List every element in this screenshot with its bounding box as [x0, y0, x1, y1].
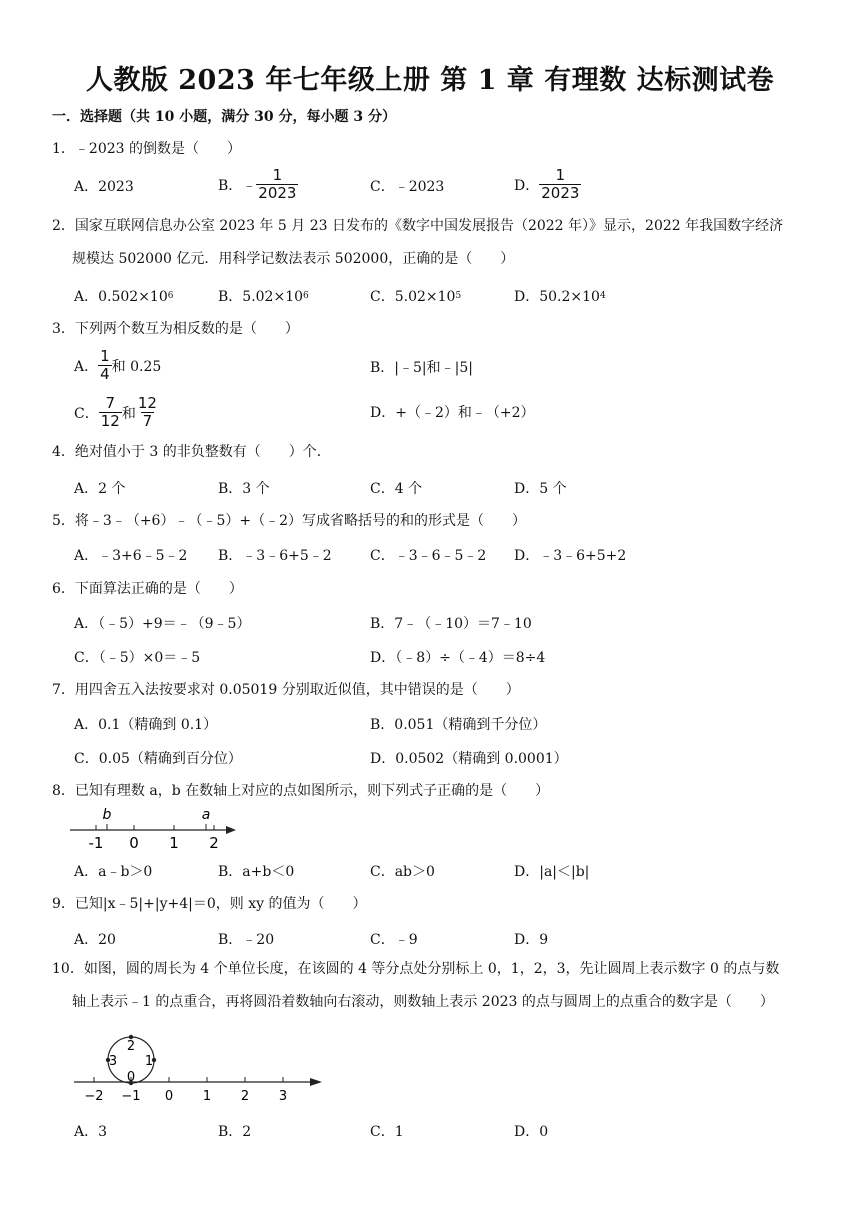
- q2-option-a: A．0.502×10 6: [74, 289, 174, 305]
- fraction: $\frac{1}{2023}$: [541, 166, 580, 202]
- fraction: $\frac{12}{7}$: [137, 394, 157, 430]
- tick-label: 0: [129, 834, 139, 852]
- q7-option-c: C．0.05（精确到百分位）: [74, 751, 242, 767]
- rolling-circle-figure-q10: [70, 1024, 330, 1104]
- q8-option-a: A．a﹣b＞0: [74, 864, 153, 880]
- tick-label: −2: [84, 1089, 104, 1104]
- q8-option-d: D．|a|＜|b|: [514, 864, 590, 880]
- fraction: $\frac{7}{12}$: [100, 394, 120, 430]
- q9-option-b: B．﹣20: [218, 932, 275, 948]
- question-7-stem: 7．用四舍五入法按要求对 0.05019 分别取近似值，其中错误的是（ ）: [52, 682, 520, 698]
- circle-label-0: 0: [126, 1070, 136, 1085]
- q7-option-d: D．0.0502（精确到 0.0001）: [370, 751, 568, 767]
- q4-option-d: D．5 个: [514, 481, 567, 497]
- q5-option-c: C．﹣3﹣6﹣5﹣2: [370, 548, 487, 564]
- page-title: 人教版 2023 年七年级上册 第 1 章 有理数 达标测试卷: [85, 65, 775, 96]
- tick-label: 2: [209, 834, 219, 852]
- q2-option-c: C．5.02×10 5: [370, 289, 462, 305]
- tick-label: −1: [121, 1089, 141, 1104]
- q1-option-b: B．﹣ $\frac{1}{2023}$: [218, 166, 297, 202]
- q5-option-b: B．﹣3﹣6+5﹣2: [218, 548, 332, 564]
- question-10-stem: 10．如图，圆的周长为 4 个单位长度，在该圆的 4 等分点处分别标上 0，1，2，3，先让圆周上表示数字 0 的点与数 轴上表示﹣1 的点重合，再将圆沿着数轴向右滚动，则数轴上表示 2023 的点与圆周上的点重合的数字是（ ）: [52, 961, 780, 1010]
- q8-option-b: B．a+b＜0: [218, 864, 295, 880]
- axis-arrow: [310, 1078, 322, 1086]
- question-9-stem: 9．已知|x﹣5|+|y+4|＝0，则 xy 的值为（ ）: [52, 896, 367, 912]
- q3-option-d: D．+（﹣2）和﹣（+2）: [370, 405, 535, 421]
- q4-option-c: C．4 个: [370, 481, 423, 497]
- q9-option-d: D．9: [514, 932, 549, 948]
- q1-option-d: D． $\frac{1}{2023}$: [514, 166, 580, 202]
- question-4-stem: 4．绝对值小于 3 的非负整数有（ ）个．: [52, 444, 331, 460]
- tick-label: 0: [164, 1089, 174, 1104]
- question-6-stem: 6．下面算法正确的是（ ）: [52, 581, 243, 597]
- number-line-figure-q8: [66, 802, 242, 852]
- q5-option-a: A．﹣3+6﹣5﹣2: [74, 548, 188, 564]
- q1-option-c: C．﹣2023: [370, 179, 445, 195]
- tick-label: 1: [169, 834, 179, 852]
- circle-label-1: 1: [144, 1054, 154, 1069]
- q10-option-b: B．2: [218, 1124, 252, 1140]
- section-heading: 一．选择题（共 10 小题，满分 30 分，每小题 3 分）: [52, 109, 396, 125]
- q8-option-c: C．ab＞0: [370, 864, 435, 880]
- q3-option-a: A． $\frac{1}{4}$ 和 0.25: [74, 347, 162, 383]
- q4-option-a: A．2 个: [74, 481, 126, 497]
- q6-option-c: C．（﹣5）×0＝﹣5: [74, 650, 201, 666]
- question-8-stem: 8．已知有理数 a，b 在数轴上对应的点如图所示，则下列式子正确的是（ ）: [52, 783, 550, 799]
- circle-label-3: 3: [108, 1054, 118, 1069]
- q4-option-b: B．3 个: [218, 481, 270, 497]
- q10-option-d: D．0: [514, 1124, 549, 1140]
- q10-option-a: A．3: [74, 1124, 108, 1140]
- circle-label-2: 2: [126, 1039, 136, 1054]
- fraction: $\frac{1}{2023}$: [258, 166, 297, 202]
- question-3-stem: 3．下列两个数互为相反数的是（ ）: [52, 321, 299, 337]
- q9-option-a: A．20: [74, 932, 116, 948]
- tick-label: 1: [202, 1089, 212, 1104]
- tick-label: 3: [278, 1089, 288, 1104]
- q10-option-c: C．1: [370, 1124, 404, 1140]
- q1-option-a: A．2023: [74, 179, 134, 195]
- q3-option-c: C． $\frac{7}{12}$ 和 $\frac{12}{7}$: [74, 394, 157, 430]
- label-a: a: [201, 807, 211, 823]
- label-b: b: [102, 807, 112, 823]
- q6-option-d: D．（﹣8）÷（﹣4）＝8÷4: [370, 650, 546, 666]
- question-5-stem: 5．将﹣3﹣（+6）﹣（﹣5）+（﹣2）写成省略括号的和的形式是（ ）: [52, 513, 526, 529]
- q7-option-a: A．0.1（精确到 0.1）: [74, 717, 218, 733]
- axis-arrow: [226, 826, 236, 834]
- tick-label: 2: [240, 1089, 250, 1104]
- q6-option-a: A．（﹣5）+9＝﹣（9﹣5）: [74, 616, 251, 632]
- tick-label: -1: [88, 834, 104, 852]
- q3-option-b: B．|﹣5|和﹣|5|: [370, 360, 473, 376]
- question-1-stem: 1．﹣2023 的倒数是（ ）: [52, 141, 241, 157]
- fraction: $\frac{1}{4}$: [100, 347, 110, 383]
- q5-option-d: D．﹣3﹣6+5+2: [514, 548, 627, 564]
- q9-option-c: C．﹣9: [370, 932, 418, 948]
- q2-option-d: D．50.2×10 4: [514, 289, 606, 305]
- q7-option-b: B．0.051（精确到千分位）: [370, 717, 547, 733]
- question-2-stem: 2．国家互联网信息办公室 2023 年 5 月 23 日发布的《数字中国发展报告（2022 年）》显示，2022 年我国数字经济 规模达 502000 亿元．用科学记数法表示 502000，正确的是（ ）: [52, 218, 784, 267]
- q6-option-b: B．7﹣（﹣10）＝7﹣10: [370, 616, 532, 632]
- q2-option-b: B．5.02×10 6: [218, 289, 309, 305]
